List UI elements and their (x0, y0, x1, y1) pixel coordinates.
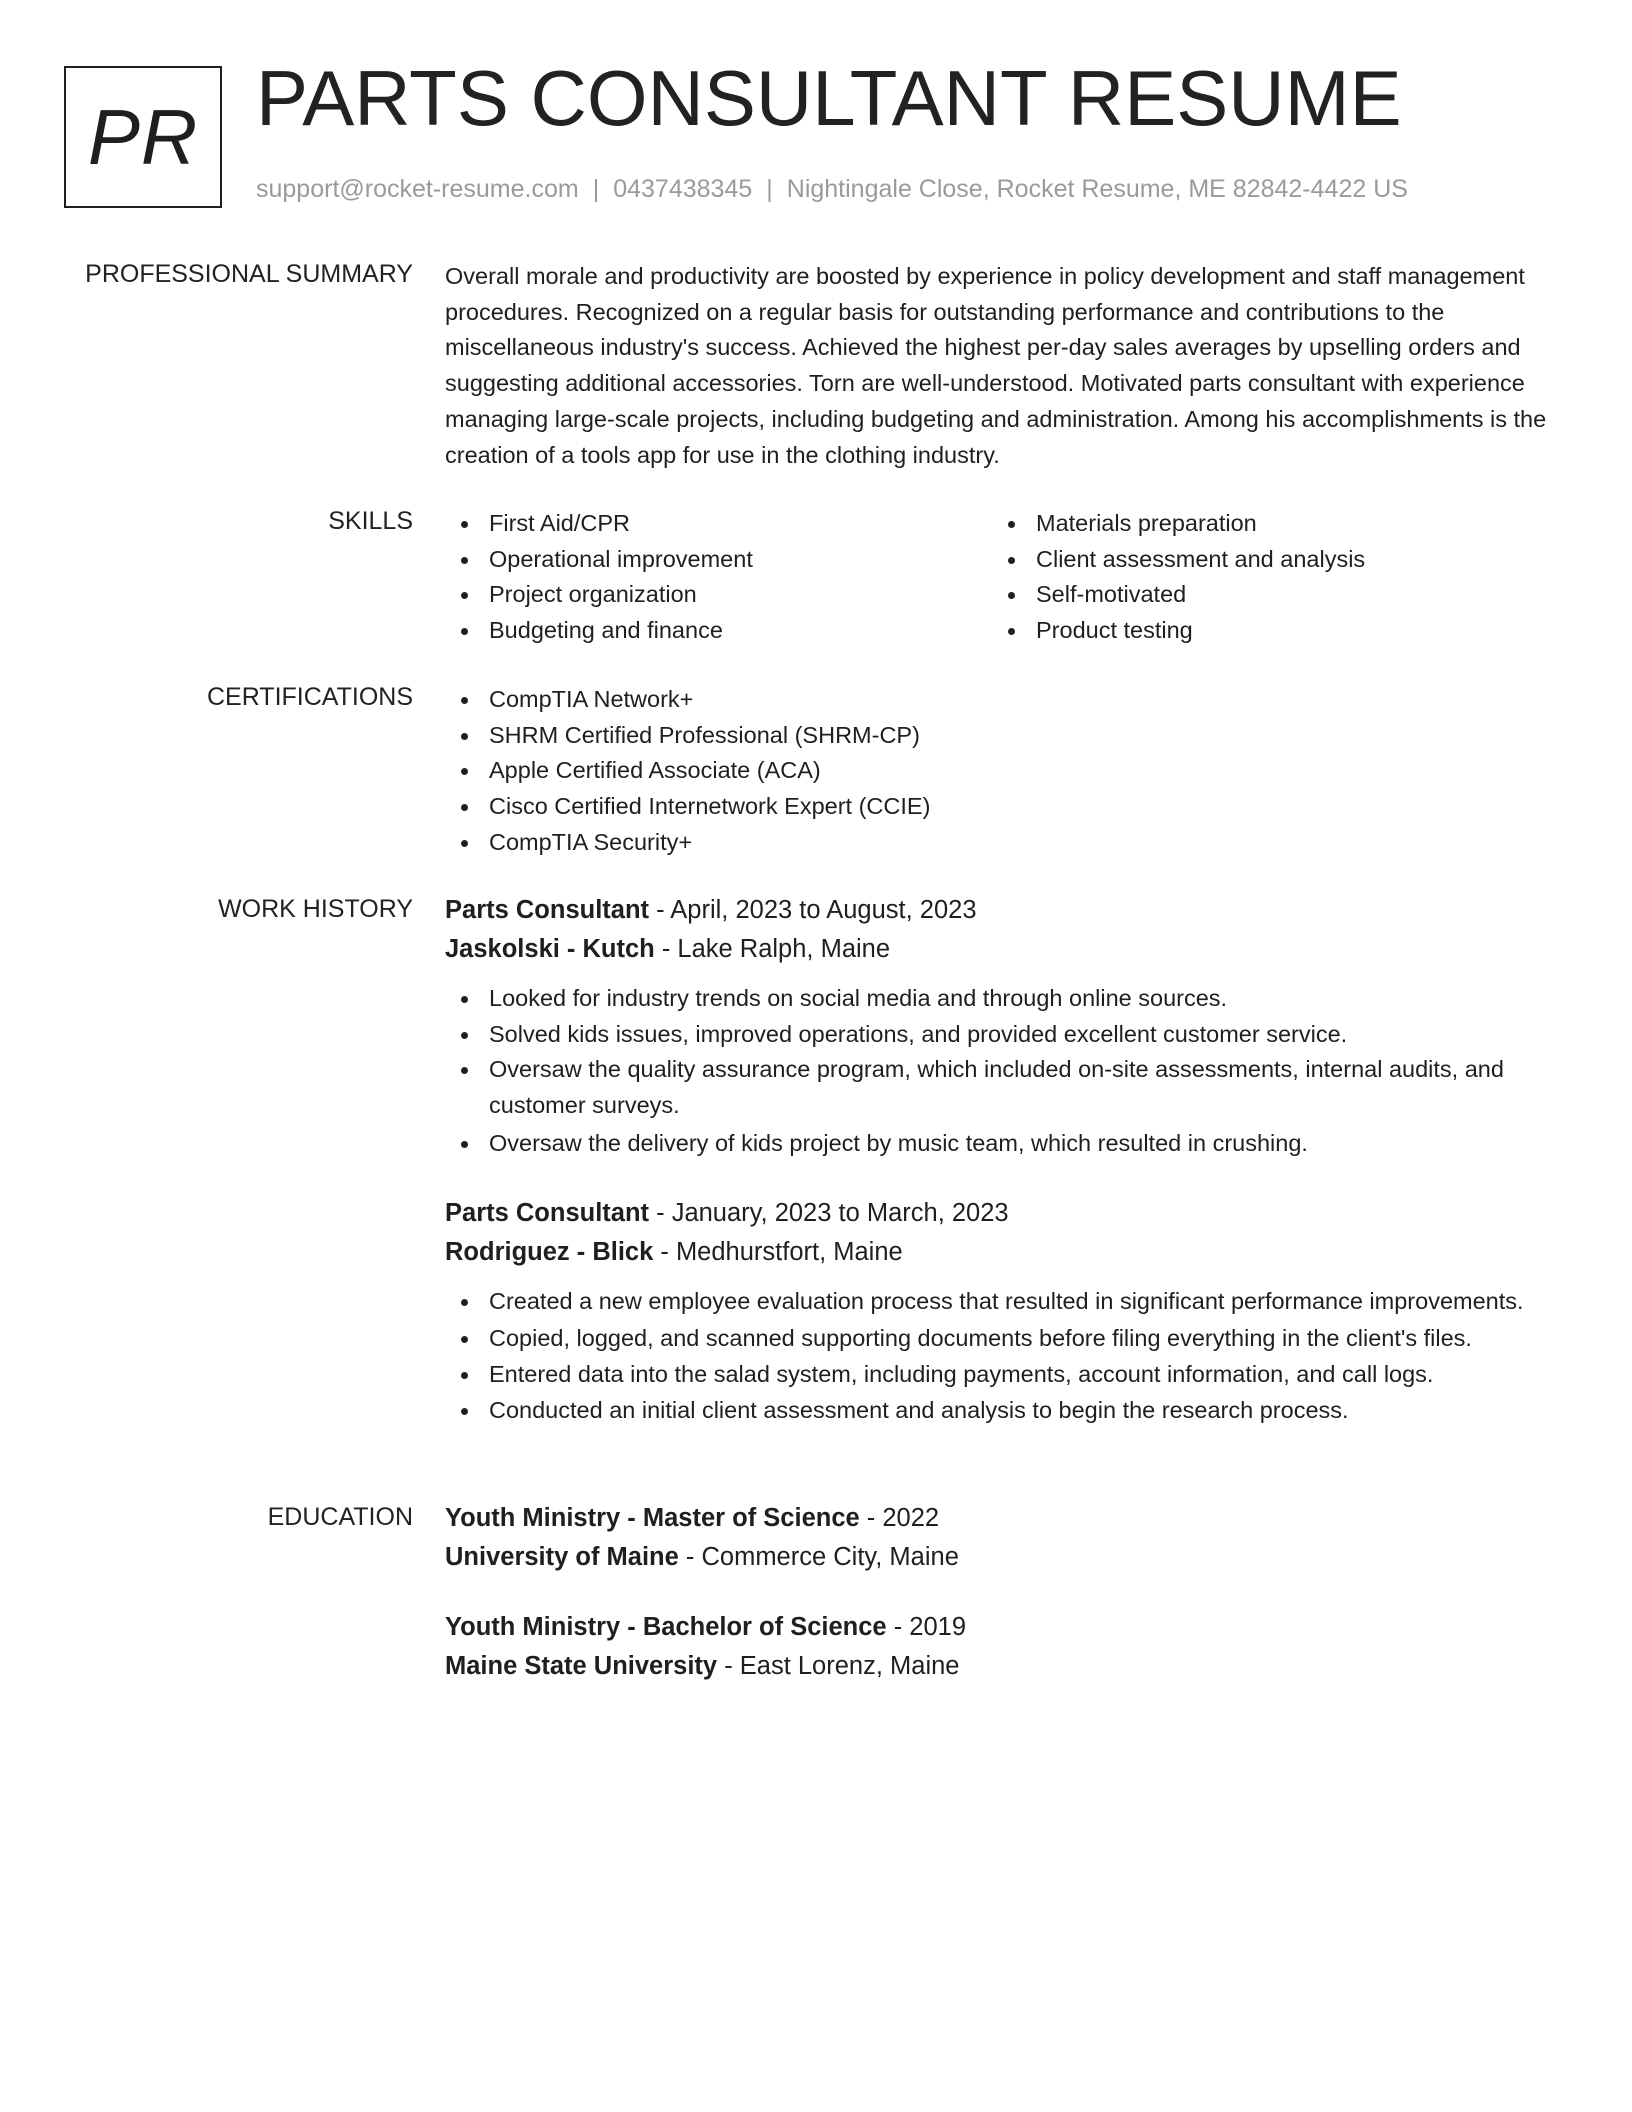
skill-item: Budgeting and finance (445, 613, 992, 649)
job-dates: - April, 2023 to August, 2023 (649, 896, 977, 924)
skills-grid (445, 506, 1565, 649)
skill-item: First Aid/CPR (445, 506, 992, 542)
section-heading-summary: PROFESSIONAL SUMMARY (85, 260, 413, 288)
job-title: Parts Consultant (445, 896, 650, 924)
job-bullet: Created a new employee evaluation process that resulted in significant performance improvements. (445, 1284, 1565, 1320)
job-company-line (445, 1233, 1565, 1272)
job-bullets (445, 1284, 1565, 1429)
section-heading-certifications: CERTIFICATIONS (206, 683, 413, 711)
job-bullet: Entered data into the salad system, including payments, account information, and call logs. (445, 1357, 1565, 1393)
job-title-line (445, 891, 1565, 930)
job-company: Jaskolski - Kutch (445, 935, 655, 963)
education-school-line (445, 1647, 1565, 1686)
job-bullet: Copied, logged, and scanned supporting documents before filing everything in the client's files. (445, 1321, 1565, 1357)
contact-email[interactable]: support@rocket-resume.com (256, 175, 579, 203)
job-company-line (445, 930, 1565, 969)
contact-separator: | (766, 175, 773, 203)
job-bullet: Conducted an initial client assessment and analysis to begin the research process. (445, 1393, 1565, 1429)
education-year: - 2019 (886, 1613, 966, 1641)
education-location: - Commerce City, Maine (678, 1543, 959, 1571)
job-entry (445, 1194, 1565, 1429)
job-bullets (445, 981, 1565, 1162)
education-degree-line (445, 1608, 1565, 1647)
education-school: University of Maine (445, 1543, 679, 1571)
education-degree: Youth Ministry - Master of Science (445, 1504, 860, 1532)
job-title-line (445, 1194, 1565, 1233)
contact-line (256, 174, 1408, 204)
education-school-line (445, 1538, 1565, 1577)
certification-item: Apple Certified Associate (ACA) (445, 753, 1565, 789)
section-heading-work-history: WORK HISTORY (218, 895, 413, 923)
job-title: Parts Consultant (445, 1198, 650, 1227)
summary-body (445, 259, 1565, 473)
certification-item: SHRM Certified Professional (SHRM-CP) (445, 718, 1565, 754)
section-heading-skills: SKILLS (328, 507, 413, 535)
job-bullet: Looked for industry trends on social media and through online sources. (445, 981, 1565, 1017)
education-entry (445, 1608, 1565, 1686)
skill-item: Materials preparation (992, 506, 1539, 542)
certification-item: CompTIA Network+ (445, 682, 1565, 718)
monogram-box (64, 66, 222, 208)
resume-title: PARTS CONSULTANT RESUME (256, 54, 1402, 142)
skills-column-left (445, 506, 992, 649)
certification-item: CompTIA Security+ (445, 825, 1565, 861)
skill-item: Project organization (445, 577, 992, 613)
education-school: Maine State University (445, 1652, 718, 1680)
job-bullet: Oversaw the delivery of kids project by music team, which resulted in crushing. (445, 1126, 1565, 1162)
certification-item: Cisco Certified Internetwork Expert (CCIE) (445, 789, 1565, 825)
skill-item: Product testing (992, 613, 1539, 649)
summary-text: Overall morale and productivity are boosted by experience in policy development and staff management procedures. Recognized on a regular basis for outstanding performance and contributions to the miscellaneous industry's success. Achieved the highest per-day sales averages by upselling orders and suggesting additional accessories. Torn are well-understood. Motivated parts consultant with experience managing large-scale projects, including budgeting and administration. Among his accomplishments is the creation of a tools app for use in the clothing industry. (445, 263, 1547, 468)
education-year: - 2022 (859, 1504, 940, 1532)
job-company: Rodriguez - Blick (445, 1237, 654, 1266)
job-dates: - January, 2023 to March, 2023 (649, 1198, 1009, 1227)
skill-item: Self-motivated (992, 577, 1539, 613)
monogram-initials: PR (87, 93, 199, 181)
work-history-body (445, 891, 1565, 1428)
job-bullet: Solved kids issues, improved operations, and provided excellent customer service. (445, 1017, 1565, 1053)
skill-item: Operational improvement (445, 542, 992, 578)
job-location: - Medhurstfort, Maine (653, 1237, 903, 1266)
job-entry (445, 891, 1565, 1162)
contact-address: Nightingale Close, Rocket Resume, ME 82842-4422 US (786, 175, 1408, 203)
contact-separator: | (592, 175, 600, 203)
contact-phone[interactable]: 0437438345 (613, 175, 753, 203)
section-heading-education: EDUCATION (267, 1503, 413, 1531)
job-location: - Lake Ralph, Maine (654, 935, 891, 963)
certifications-body (445, 682, 1565, 861)
education-degree-line (445, 1499, 1565, 1538)
job-bullet: Oversaw the quality assurance program, which included on-site assessments, internal audits, and customer surveys. (445, 1052, 1565, 1123)
education-entry (445, 1499, 1565, 1577)
education-degree: Youth Ministry - Bachelor of Science (445, 1613, 887, 1641)
skill-item: Client assessment and analysis (992, 542, 1539, 578)
skills-column-right (992, 506, 1539, 649)
education-body (445, 1499, 1565, 1686)
skills-body (445, 506, 1565, 649)
education-location: - East Lorenz, Maine (717, 1652, 960, 1680)
